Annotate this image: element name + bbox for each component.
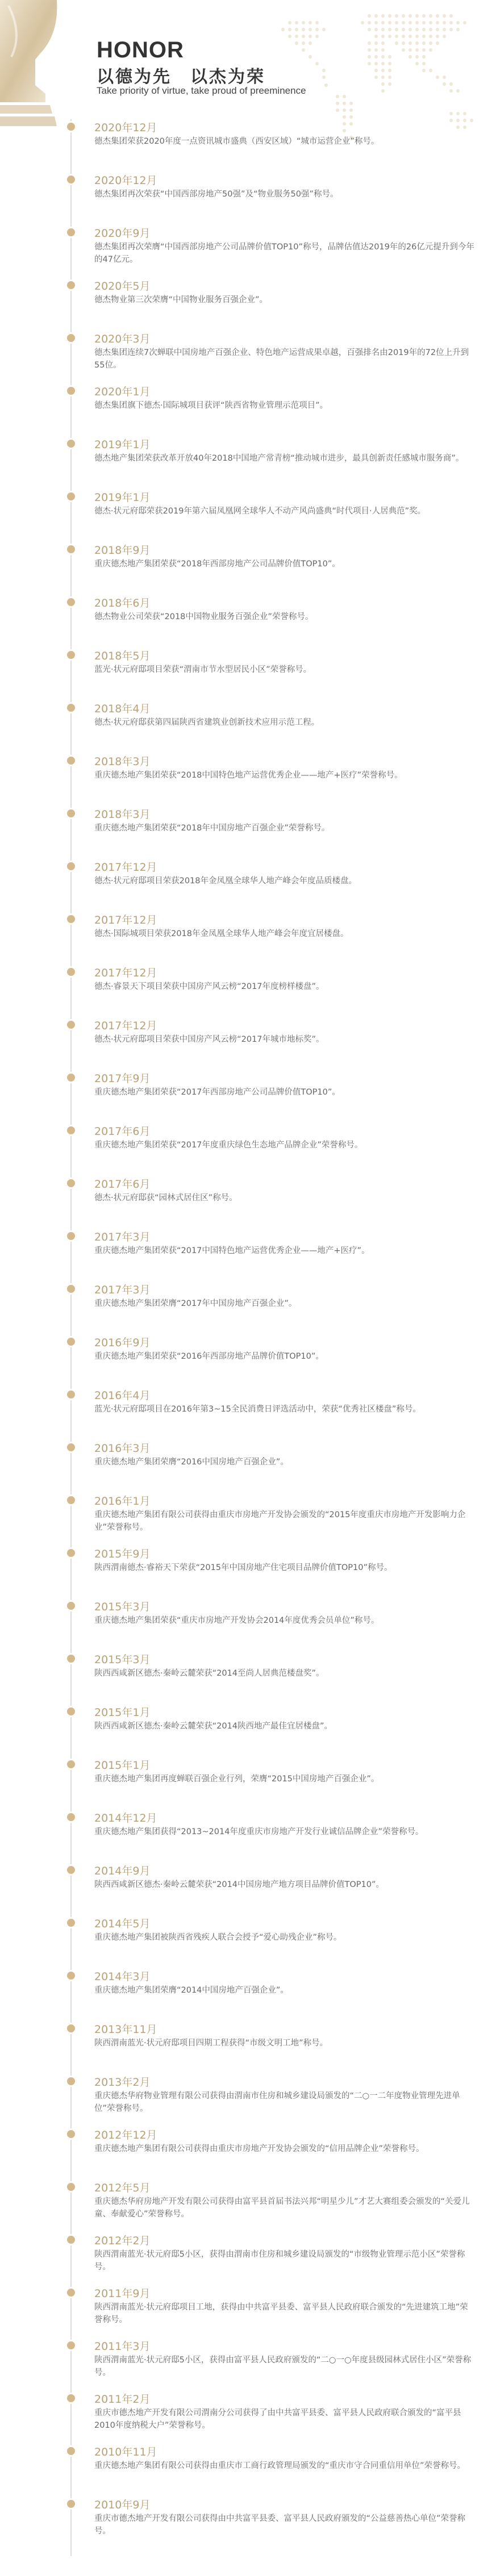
- entry-description: 重庆德杰地产集团荣获“2018年中国房地产百强企业”荣誉称号。: [94, 824, 330, 833]
- timeline-dot-icon: [67, 1021, 75, 1029]
- entry-date: 2018年3月: [94, 755, 151, 768]
- entry-date: 2014年12月: [94, 1812, 157, 1825]
- entry-date: 2020年3月: [94, 333, 151, 345]
- entry-description: 陕西渭南蓝光·状元府邸5小区，获得由渭南市住房和城乡建设局颁发的“市级物业管理示范小区”荣誉称号。: [94, 2250, 465, 2272]
- timeline-dot-icon: [67, 334, 75, 342]
- timeline-dot-icon: [67, 492, 75, 500]
- page-title-cn: 以德为先 以杰为荣: [97, 67, 265, 87]
- timeline-dot-icon: [67, 1813, 75, 1821]
- entry-date: 2017年12月: [94, 861, 157, 874]
- entry-description: 德杰·状元府邸项目荣获中国房产风云榜“2017年城市地标奖”。: [94, 1035, 324, 1044]
- entry-date: 2020年5月: [94, 280, 151, 293]
- entry-description: 重庆德杰地产集团再度蝉联百强企业行列，荣膺“2015中国房地产百强企业”。: [94, 1775, 380, 1784]
- entry-description: 陕西西咸新区德杰·秦岭云麓荣获“2014陕西地产最佳宜居楼盘”。: [94, 1722, 333, 1731]
- page-title-en: HONOR: [97, 37, 184, 62]
- entry-date: 2017年9月: [94, 1072, 151, 1085]
- entry-date: 2018年5月: [94, 650, 151, 662]
- entry-date: 2015年1月: [94, 1759, 151, 1772]
- entry-date: 2011年9月: [94, 2287, 151, 2300]
- entry-description: 陕西渭南蓝光·状元府邸项目四期工程获得“市级文明工地”称号。: [94, 2039, 328, 2048]
- entry-description: 德杰物业第三次荣膺“中国物业服务百强企业”。: [94, 295, 268, 304]
- timeline-dot-icon: [67, 2447, 75, 2455]
- timeline-dot-icon: [67, 704, 75, 712]
- entry-description: 陕西渭南蓝光·状元府邸5小区，获得由富平县人民政府颁发的“二○一○年度县级园林式居住小区”荣誉称号。: [94, 2356, 472, 2377]
- entry-date: 2018年3月: [94, 808, 151, 821]
- entry-description: 蓝光·状元府邸项目荣获“渭南市节水型居民小区”荣誉称号。: [94, 665, 312, 674]
- entry-date: 2011年3月: [94, 2340, 151, 2353]
- entry-date: 2014年5月: [94, 1918, 151, 1930]
- entry-description: 重庆德杰地产集团荣获“2017年度重庆绿色生态地产品牌企业”荣誉称号。: [94, 1141, 363, 1150]
- timeline-dot-icon: [67, 2236, 75, 2244]
- timeline-dot-icon: [67, 1496, 75, 1504]
- entry-date: 2017年12月: [94, 1020, 157, 1032]
- entry-description: 陕西西咸新区德杰·秦岭云麓荣获“2014中国房地产地方项目品牌价值TOP10”。: [94, 1880, 384, 1889]
- entry-description: 重庆德杰地产集团荣获“2017年西部房地产公司品牌价值TOP10”。: [94, 1088, 340, 1097]
- timeline-dot-icon: [67, 1074, 75, 1082]
- entry-date: 2016年1月: [94, 1495, 151, 1508]
- timeline-dot-icon: [67, 281, 75, 289]
- entry-date: 2015年9月: [94, 1548, 151, 1560]
- entry-date: 2017年3月: [94, 1284, 151, 1296]
- timeline-dot-icon: [67, 1391, 75, 1398]
- entry-date: 2015年3月: [94, 1601, 151, 1613]
- entry-description: 重庆德杰地产集团荣获“2018年西部房地产公司品牌价值TOP10”。: [94, 560, 340, 569]
- timeline-dot-icon: [67, 387, 75, 395]
- entry-date: 2012年5月: [94, 2182, 151, 2194]
- timeline-dot-icon: [67, 651, 75, 659]
- timeline-dot-icon: [67, 2394, 75, 2402]
- entry-date: 2018年4月: [94, 703, 151, 715]
- timeline-dot-icon: [67, 1919, 75, 1927]
- timeline-dot-icon: [67, 1285, 75, 1293]
- entry-date: 2017年12月: [94, 914, 157, 926]
- entry-description: 重庆德杰地产集团获得“2013~2014年度重庆市房地产开发行业诚信品牌企业”荣誉称号。: [94, 1827, 424, 1836]
- entry-date: 2017年3月: [94, 1231, 151, 1243]
- entry-description: 德杰集团再次荣膺“中国西部房地产公司品牌价值TOP10”称号，品牌估值达2019年的26亿元提升到今年的47亿元。: [94, 243, 474, 264]
- entry-description: 德杰·状元府邸获第四届陕西省建筑业创新技术应用示范工程。: [94, 718, 320, 727]
- entry-description: 德杰·状元府邸荣获2019年第六届凤凰网全球华人不动产风尚盛典“时代项目·人居典范”奖。: [94, 507, 426, 516]
- entry-date: 2010年9月: [94, 2499, 151, 2511]
- entry-description: 重庆德杰地产集团荣膺“2014中国房地产百强企业”。: [94, 1986, 289, 1995]
- entry-date: 2013年11月: [94, 2023, 157, 2036]
- entry-description: 重庆德杰地产集团被陕西省残疾人联合会授予“爱心助残企业”称号。: [94, 1933, 342, 1942]
- timeline-dot-icon: [67, 1338, 75, 1346]
- entry-description: 德杰·睿景天下项目荣获中国房产风云榜“2017年度榜样楼盘”。: [94, 982, 324, 991]
- entry-description: 重庆德杰地产集团有限公司获得由重庆市工商行政管理局颁发的“重庆市守合同重信用单位”荣誉称号。: [94, 2461, 466, 2470]
- timeline-dot-icon: [67, 757, 75, 765]
- entry-description: 重庆德杰地产集团荣膺“2017年中国房地产百强企业”。: [94, 1299, 297, 1308]
- page-subtitle: Take priority of virtue, take proud of preeminence: [97, 85, 306, 96]
- entry-description: 蓝光·状元府邸项目在2016年第3~15全民消费日评选活动中，荣获“优秀社区楼盘”称号。: [94, 1405, 421, 1414]
- entry-date: 2017年6月: [94, 1125, 151, 1138]
- timeline-dot-icon: [67, 862, 75, 870]
- timeline-dot-icon: [67, 1602, 75, 1610]
- timeline-dot-icon: [67, 2077, 75, 2085]
- entry-description: 重庆德杰地产集团荣获“2018中国特色地产运营优秀企业——地产+医疗”荣誉称号。: [94, 771, 403, 780]
- entry-date: 2010年11月: [94, 2446, 157, 2458]
- timeline-dot-icon: [67, 1126, 75, 1134]
- entry-description: 重庆市德杰地产开发有限公司获得由中共富平县委、富平县人民政府颁发的“公益慈善热心单位”荣誉称号。: [94, 2514, 466, 2536]
- timeline-dot-icon: [67, 2500, 75, 2508]
- entry-description: 重庆市德杰地产开发有限公司渭南分公司获得了由中共富平县委、富平县人民政府联合颁发的“富平县2010年度纳税大户”荣誉称号。: [94, 2408, 461, 2430]
- timeline-dot-icon: [67, 2341, 75, 2349]
- timeline-dot-icon: [67, 1179, 75, 1187]
- timeline-dot-icon: [67, 176, 75, 183]
- entry-date: 2016年4月: [94, 1389, 151, 1402]
- entry-date: 2020年12月: [94, 174, 157, 187]
- timeline-dot-icon: [67, 123, 75, 131]
- entry-date: 2017年12月: [94, 967, 157, 979]
- entry-description: 重庆德杰地产集团荣获“重庆市房地产开发协会2014年度优秀会员单位”称号。: [94, 1616, 380, 1625]
- entry-date: 2011年2月: [94, 2393, 151, 2406]
- entry-date: 2020年12月: [94, 122, 157, 134]
- entry-description: 德杰集团旗下德杰·国际城项目获评“陕西省物业管理示范项目”。: [94, 401, 328, 410]
- entry-description: 德杰集团再次荣获“中国西部房地产50强”及“物业服务50强”称号。: [94, 190, 339, 199]
- entry-description: 德杰·国际城项目荣获2018年金凤凰全球华人地产峰会年度宜居楼盘。: [94, 929, 349, 938]
- timeline-dot-icon: [67, 1707, 75, 1715]
- entry-description: 重庆德杰地产集团荣获“2017中国特色地产运营优秀企业——地产+医疗”。: [94, 1246, 370, 1255]
- entry-date: 2015年3月: [94, 1654, 151, 1666]
- entry-description: 德杰·状元府邸项目荣获2018年金凤凰全球华人地产峰会年度品质楼盘。: [94, 876, 357, 886]
- entry-date: 2013年2月: [94, 2076, 151, 2089]
- entry-description: 德杰集团荣获2020年度一点资讯城市盛典（西安区域）“城市运营企业”称号。: [94, 137, 380, 146]
- timeline-dot-icon: [67, 2130, 75, 2138]
- entry-description: 重庆德杰地产集团荣膺“2016中国房地产百强企业”。: [94, 1458, 289, 1467]
- timeline-dot-icon: [67, 2183, 75, 2191]
- timeline-dot-icon: [67, 1443, 75, 1451]
- entry-description: 重庆德杰地产集团有限公司获得由重庆市房地产开发协会颁发的“信用品牌企业”荣誉称号。: [94, 2144, 424, 2153]
- entry-date: 2019年1月: [94, 491, 151, 504]
- entry-description: 德杰物业公司荣获“2018中国物业服务百强企业”荣誉称号。: [94, 612, 314, 621]
- timeline-dot-icon: [67, 1972, 75, 1980]
- entry-description: 重庆德杰华府物业管理有限公司获得由渭南市住房和城乡建设局颁发的“二○一二年度物业管理先进单位”荣誉称号。: [94, 2091, 460, 2113]
- entry-date: 2012年12月: [94, 2129, 157, 2141]
- timeline-dot-icon: [67, 545, 75, 553]
- entry-description: 德杰地产集团荣获改革开放40年2018中国地产常青榜“推动城市进步，最具创新责任感城市服务商”。: [94, 454, 464, 463]
- entry-description: 重庆德杰华府房地产开发有限公司获得由富平县首届书法兴邦“明星少儿”才艺大赛组委会颁发的“关爱儿童、奉献爱心”荣誉称号。: [94, 2197, 470, 2219]
- entry-description: 重庆德杰地产集团荣获“2016年西部房地产品牌价值TOP10”。: [94, 1352, 324, 1361]
- entry-date: 2014年3月: [94, 1970, 151, 1983]
- timeline-dot-icon: [67, 809, 75, 817]
- entry-description: 陕西渭南德杰·睿裕天下荣获“2015年中国房地产住宅项目品牌价值TOP10”称号。: [94, 1563, 393, 1572]
- timeline-dot-icon: [67, 2024, 75, 2032]
- timeline-dot-icon: [67, 1655, 75, 1663]
- entry-description: 德杰集团连续7次蝉联中国房地产百强企业、特色地产运营成果卓越，百强排名由2019年的72位上升到55位。: [94, 348, 469, 370]
- entry-description: 德杰·状元府邸获“园林式居住区”称号。: [94, 1193, 237, 1203]
- entry-date: 2016年3月: [94, 1442, 151, 1455]
- entry-date: 2016年9月: [94, 1337, 151, 1349]
- entry-description: 重庆德杰地产集团有限公司获得由重庆市房地产开发协会颁发的“2015年度重庆市房地产开发影响力企业”荣誉称号。: [94, 1510, 466, 1532]
- entry-date: 2017年6月: [94, 1178, 151, 1191]
- timeline-dot-icon: [67, 598, 75, 606]
- entry-date: 2018年9月: [94, 544, 151, 557]
- entry-date: 2019年1月: [94, 439, 151, 451]
- timeline-dot-icon: [67, 1549, 75, 1557]
- entry-date: 2020年1月: [94, 386, 151, 398]
- timeline-dot-icon: [67, 915, 75, 923]
- entry-date: 2012年2月: [94, 2235, 151, 2247]
- entry-date: 2018年6月: [94, 597, 151, 609]
- timeline-dot-icon: [67, 968, 75, 976]
- entry-description: 陕西西咸新区德杰·秦岭云麓荣获“2014至尚人居典范楼盘奖”。: [94, 1669, 324, 1678]
- timeline-dot-icon: [67, 440, 75, 448]
- entry-date: 2020年9月: [94, 227, 151, 240]
- entry-date: 2015年1月: [94, 1706, 151, 1719]
- timeline-dot-icon: [67, 1232, 75, 1240]
- timeline-dot-icon: [67, 2289, 75, 2297]
- entry-date: 2014年9月: [94, 1865, 151, 1877]
- timeline-dot-icon: [67, 1760, 75, 1768]
- timeline-dot-icon: [67, 228, 75, 236]
- entry-description: 陕西渭南蓝光·状元府邸项目工地，获得由中共富平县委、富平县人民政府联合颁发的“先进建筑工地”荣誉称号。: [94, 2303, 468, 2324]
- timeline-dot-icon: [67, 1866, 75, 1874]
